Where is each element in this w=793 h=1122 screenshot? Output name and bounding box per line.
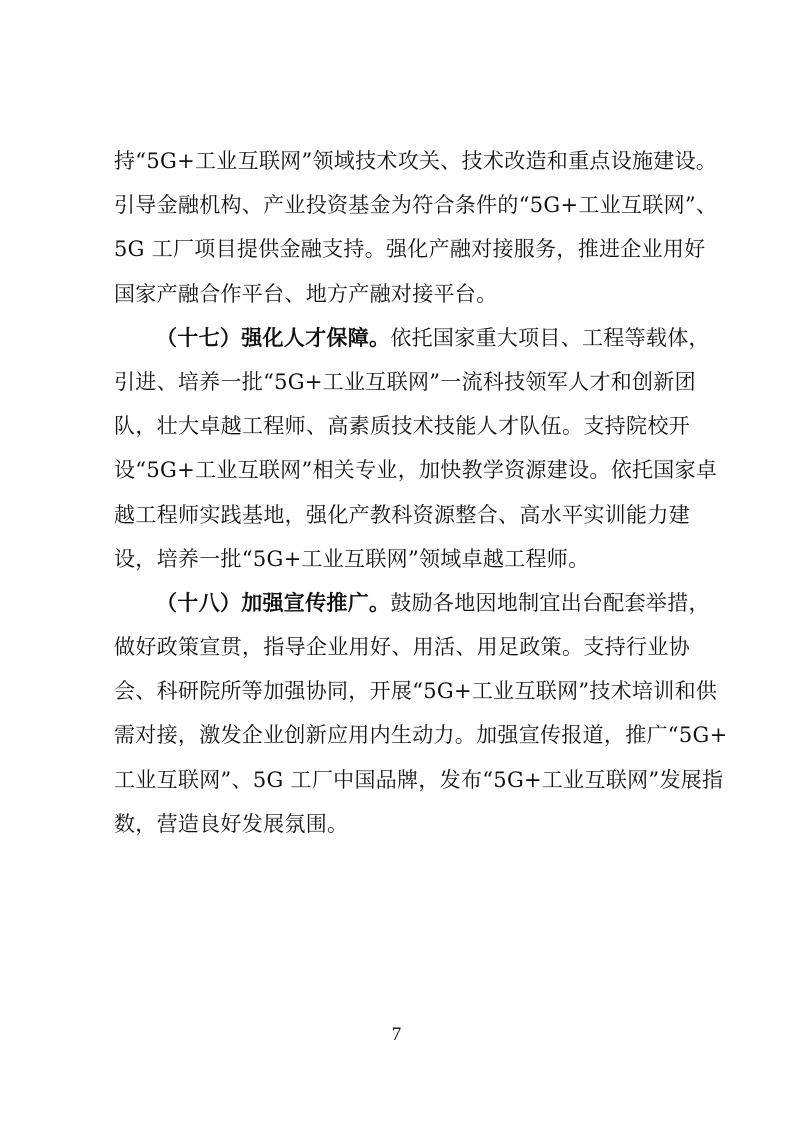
text-line: 会、科研院所等加强协同，开展“5G+工业互联网”技术培训和供 — [114, 679, 718, 704]
section-heading: （十七）强化人才保障。 — [156, 325, 391, 350]
text-line: 引进、培养一批“5G+工业互联网”一流科技领军人才和创新团 — [114, 369, 696, 394]
text-line: 设，培养一批“5G+工业互联网”领域卓越工程师。 — [114, 546, 590, 571]
text-line: 设“5G+工业互联网”相关专业，加快教学资源建设。依托国家卓 — [114, 458, 718, 483]
text-line: 引导金融机构、产业投资基金为符合条件的“5G+工业互联网”、 — [114, 193, 718, 218]
text-span: 鼓励各地因地制宜出台配套举措， — [390, 590, 710, 615]
text-line: 5G 工厂项目提供金融支持。强化产融对接服务，推进企业用好 — [114, 237, 706, 262]
paragraph-first-line — [114, 581, 710, 625]
text-line: 工业互联网”、5G 工厂中国品牌，发布“5G+工业互联网”发展指 — [114, 767, 724, 792]
text-line: 需对接，激发企业创新应用内生动力。加强宣传报道，推广“5G+ — [114, 723, 728, 748]
paragraph-talent-support — [114, 316, 718, 581]
section-heading: （十八）加强宣传推广。 — [156, 590, 391, 615]
text-line: 持“5G+工业互联网”领域技术攻关、技术改造和重点设施建设。 — [114, 149, 718, 173]
paragraph-first-line — [114, 316, 710, 360]
page-number: 7 — [391, 1024, 402, 1045]
text-line: 做好政策宣贯，指导企业用好、用活、用足政策。支持行业协 — [114, 635, 690, 660]
text-line: 越工程师实践基地，强化产教科资源整合、高水平实训能力建 — [114, 502, 690, 527]
document-body — [114, 139, 728, 846]
text-span: 依托国家重大项目、工程等载体， — [390, 325, 710, 350]
paragraph-continuation — [114, 139, 718, 316]
text-line: 队，壮大卓越工程师、高素质技术技能人才队伍。支持院校开 — [114, 414, 690, 439]
paragraph-publicity — [114, 581, 728, 846]
text-line: 国家产融合作平台、地方产融对接平台。 — [114, 281, 498, 306]
text-line: 数，营造良好发展氛围。 — [114, 811, 349, 836]
